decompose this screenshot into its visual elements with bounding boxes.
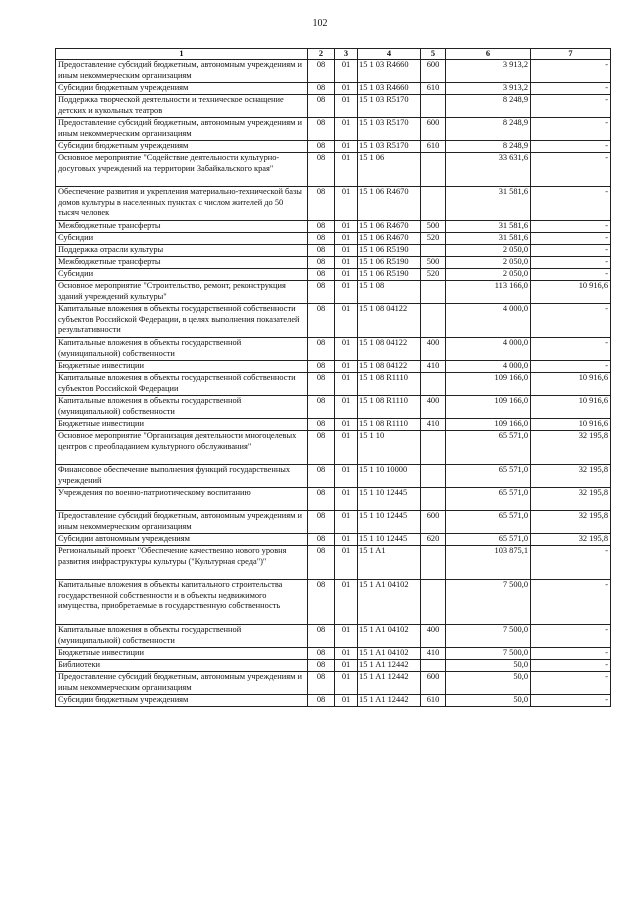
- row-subsection: 01: [335, 648, 358, 660]
- row-expense-type: 400: [421, 338, 446, 361]
- row-target-code: 15 1 10 12445: [358, 534, 421, 546]
- row-name: Капитальные вложения в объекты капитального строительства государственной собственности и в объекты недвижимого имущества, приобретаемые в государственную собственность: [56, 580, 308, 625]
- table-row: [56, 431, 611, 465]
- row-target-code: 15 1 03 R5170: [358, 118, 421, 141]
- row-amount-1: 4 000,0: [446, 338, 531, 361]
- row-expense-type: 600: [421, 511, 446, 534]
- row-target-code: 15 1 06: [358, 153, 421, 187]
- row-subsection: 01: [335, 546, 358, 580]
- row-target-code: 15 1 06 R4670: [358, 187, 421, 221]
- row-subsection: 01: [335, 660, 358, 672]
- table-row: [56, 546, 611, 580]
- row-expense-type: [421, 465, 446, 488]
- row-name: Бюджетные инвестиции: [56, 419, 308, 431]
- row-section: 08: [308, 304, 335, 338]
- row-subsection: 01: [335, 419, 358, 431]
- row-amount-2: -: [531, 361, 611, 373]
- row-name: Капитальные вложения в объекты государственной собственности субъектов Российской Федерации: [56, 373, 308, 396]
- row-subsection: 01: [335, 281, 358, 304]
- row-amount-1: 33 631,6: [446, 153, 531, 187]
- row-amount-2: -: [531, 60, 611, 83]
- row-subsection: 01: [335, 304, 358, 338]
- row-expense-type: 410: [421, 648, 446, 660]
- row-subsection: 01: [335, 153, 358, 187]
- row-amount-1: 65 571,0: [446, 488, 531, 511]
- row-subsection: 01: [335, 187, 358, 221]
- row-amount-2: -: [531, 141, 611, 153]
- row-section: 08: [308, 625, 335, 648]
- row-subsection: 01: [335, 118, 358, 141]
- row-section: 08: [308, 60, 335, 83]
- table-row: [56, 269, 611, 281]
- row-name: Субсидии бюджетным учреждениям: [56, 141, 308, 153]
- row-target-code: 15 1 06 R5190: [358, 245, 421, 257]
- row-subsection: 01: [335, 431, 358, 465]
- table-row: [56, 361, 611, 373]
- row-amount-1: 3 913,2: [446, 83, 531, 95]
- row-amount-2: -: [531, 257, 611, 269]
- row-section: 08: [308, 546, 335, 580]
- row-target-code: 15 1 10: [358, 431, 421, 465]
- row-subsection: 01: [335, 233, 358, 245]
- table-header: [56, 49, 611, 60]
- row-name: Основное мероприятие "Организация деятельности многоцелевых центров с преобладанием культурного обслуживания": [56, 431, 308, 465]
- row-amount-1: 113 166,0: [446, 281, 531, 304]
- table-row: [56, 419, 611, 431]
- row-section: 08: [308, 465, 335, 488]
- row-amount-2: -: [531, 648, 611, 660]
- row-target-code: 15 1 06 R5190: [358, 269, 421, 281]
- row-section: 08: [308, 431, 335, 465]
- row-section: 08: [308, 396, 335, 419]
- row-amount-1: 2 050,0: [446, 269, 531, 281]
- row-amount-2: 32 195,8: [531, 511, 611, 534]
- row-target-code: 15 1 03 R5170: [358, 95, 421, 118]
- row-name: Бюджетные инвестиции: [56, 648, 308, 660]
- row-section: 08: [308, 672, 335, 695]
- row-section: 08: [308, 118, 335, 141]
- row-amount-2: 32 195,8: [531, 488, 611, 511]
- row-name: Капитальные вложения в объекты государственной (муниципальной) собственности: [56, 625, 308, 648]
- row-section: 08: [308, 233, 335, 245]
- row-subsection: 01: [335, 625, 358, 648]
- row-expense-type: 410: [421, 419, 446, 431]
- row-expense-type: [421, 281, 446, 304]
- row-amount-1: 50,0: [446, 672, 531, 695]
- table-body: [56, 60, 611, 707]
- row-amount-1: 3 913,2: [446, 60, 531, 83]
- row-target-code: 15 1 A1: [358, 546, 421, 580]
- row-name: Капитальные вложения в объекты государственной (муниципальной) собственности: [56, 396, 308, 419]
- row-subsection: 01: [335, 361, 358, 373]
- row-expense-type: [421, 660, 446, 672]
- row-name: Поддержка отрасли культуры: [56, 245, 308, 257]
- row-amount-1: 2 050,0: [446, 257, 531, 269]
- row-name: Субсидии бюджетным учреждениям: [56, 83, 308, 95]
- row-amount-2: 32 195,8: [531, 534, 611, 546]
- row-target-code: 15 1 08 04122: [358, 338, 421, 361]
- row-name: Бюджетные инвестиции: [56, 361, 308, 373]
- row-subsection: 01: [335, 511, 358, 534]
- table-row: [56, 534, 611, 546]
- row-name: Субсидии автономным учреждениям: [56, 534, 308, 546]
- row-subsection: 01: [335, 695, 358, 707]
- row-name: Предоставление субсидий бюджетным, автономным учреждениям и иным некоммерческим организациям: [56, 672, 308, 695]
- row-target-code: 15 1 06 R4670: [358, 233, 421, 245]
- row-subsection: 01: [335, 534, 358, 546]
- row-section: 08: [308, 419, 335, 431]
- row-amount-2: -: [531, 625, 611, 648]
- row-amount-2: -: [531, 83, 611, 95]
- row-amount-2: -: [531, 95, 611, 118]
- row-name: Субсидии: [56, 233, 308, 245]
- row-name: Учреждения по военно-патриотическому воспитанию: [56, 488, 308, 511]
- row-amount-1: 50,0: [446, 660, 531, 672]
- row-subsection: 01: [335, 141, 358, 153]
- row-amount-2: -: [531, 187, 611, 221]
- row-target-code: 15 1 A1 04102: [358, 648, 421, 660]
- row-amount-1: 8 248,9: [446, 118, 531, 141]
- table-row: [56, 695, 611, 707]
- row-subsection: 01: [335, 488, 358, 511]
- row-target-code: 15 1 08 04122: [358, 361, 421, 373]
- table-row: [56, 660, 611, 672]
- table-row: [56, 83, 611, 95]
- row-name: Капитальные вложения в объекты государственной (муниципальной) собственности: [56, 338, 308, 361]
- row-amount-1: 4 000,0: [446, 304, 531, 338]
- row-section: 08: [308, 488, 335, 511]
- row-target-code: 15 1 08 R1110: [358, 419, 421, 431]
- row-target-code: 15 1 08 04122: [358, 304, 421, 338]
- table-row: [56, 281, 611, 304]
- row-section: 08: [308, 695, 335, 707]
- row-name: Предоставление субсидий бюджетным, автономным учреждениям и иным некоммерческим организациям: [56, 118, 308, 141]
- page-number: 102: [312, 18, 328, 29]
- table-row: [56, 141, 611, 153]
- row-section: 08: [308, 153, 335, 187]
- row-amount-1: 31 581,6: [446, 187, 531, 221]
- row-amount-2: 32 195,8: [531, 431, 611, 465]
- row-expense-type: [421, 373, 446, 396]
- row-amount-2: 32 195,8: [531, 465, 611, 488]
- row-amount-2: 10 916,6: [531, 419, 611, 431]
- row-expense-type: 410: [421, 361, 446, 373]
- row-amount-1: 109 166,0: [446, 419, 531, 431]
- row-amount-1: 103 875,1: [446, 546, 531, 580]
- row-target-code: 15 1 08 R1110: [358, 396, 421, 419]
- row-target-code: 15 1 10 10000: [358, 465, 421, 488]
- row-name: Предоставление субсидий бюджетным, автономным учреждениям и иным некоммерческим организациям: [56, 60, 308, 83]
- row-section: 08: [308, 95, 335, 118]
- row-amount-1: 8 248,9: [446, 141, 531, 153]
- table-row: [56, 245, 611, 257]
- row-subsection: 01: [335, 83, 358, 95]
- row-section: 08: [308, 534, 335, 546]
- row-target-code: 15 1 A1 12442: [358, 695, 421, 707]
- row-target-code: 15 1 A1 04102: [358, 580, 421, 625]
- row-amount-2: -: [531, 672, 611, 695]
- row-amount-1: 7 500,0: [446, 580, 531, 625]
- row-expense-type: 400: [421, 625, 446, 648]
- row-amount-2: 10 916,6: [531, 373, 611, 396]
- row-name: Предоставление субсидий бюджетным, автономным учреждениям и иным некоммерческим организациям: [56, 511, 308, 534]
- table-row: [56, 625, 611, 648]
- row-expense-type: 520: [421, 233, 446, 245]
- header-row: [56, 49, 611, 60]
- row-section: 08: [308, 245, 335, 257]
- row-amount-2: -: [531, 304, 611, 338]
- row-section: 08: [308, 580, 335, 625]
- table-row: [56, 187, 611, 221]
- row-expense-type: 600: [421, 60, 446, 83]
- row-name: Основное мероприятие "Строительство, ремонт, реконструкция зданий учреждений культуры": [56, 281, 308, 304]
- row-target-code: 15 1 08 R1110: [358, 373, 421, 396]
- row-amount-1: 2 050,0: [446, 245, 531, 257]
- row-name: Субсидии: [56, 269, 308, 281]
- table-row: [56, 153, 611, 187]
- row-section: 08: [308, 221, 335, 233]
- row-expense-type: [421, 546, 446, 580]
- row-amount-2: -: [531, 580, 611, 625]
- table-row: [56, 118, 611, 141]
- header-col-6: 6: [446, 49, 531, 60]
- table-row: [56, 257, 611, 269]
- row-target-code: 15 1 03 R4660: [358, 83, 421, 95]
- row-amount-2: -: [531, 269, 611, 281]
- header-col-5: 5: [421, 49, 446, 60]
- row-target-code: 15 1 03 R5170: [358, 141, 421, 153]
- row-expense-type: 400: [421, 396, 446, 419]
- row-section: 08: [308, 648, 335, 660]
- row-subsection: 01: [335, 60, 358, 83]
- row-subsection: 01: [335, 373, 358, 396]
- row-subsection: 01: [335, 580, 358, 625]
- row-amount-1: 7 500,0: [446, 648, 531, 660]
- row-expense-type: [421, 95, 446, 118]
- table-row: [56, 648, 611, 660]
- row-subsection: 01: [335, 672, 358, 695]
- row-expense-type: 520: [421, 269, 446, 281]
- row-section: 08: [308, 511, 335, 534]
- row-subsection: 01: [335, 257, 358, 269]
- row-section: 08: [308, 257, 335, 269]
- row-expense-type: 610: [421, 141, 446, 153]
- row-expense-type: 600: [421, 118, 446, 141]
- row-target-code: 15 1 06 R5190: [358, 257, 421, 269]
- row-name: Субсидии бюджетным учреждениям: [56, 695, 308, 707]
- row-amount-2: -: [531, 153, 611, 187]
- row-subsection: 01: [335, 338, 358, 361]
- row-amount-2: -: [531, 118, 611, 141]
- row-subsection: 01: [335, 221, 358, 233]
- row-section: 08: [308, 269, 335, 281]
- row-amount-2: 10 916,6: [531, 281, 611, 304]
- row-expense-type: [421, 431, 446, 465]
- table-row: [56, 373, 611, 396]
- row-amount-2: -: [531, 546, 611, 580]
- header-col-4: 4: [358, 49, 421, 60]
- row-amount-1: 7 500,0: [446, 625, 531, 648]
- table-row: [56, 465, 611, 488]
- row-amount-1: 109 166,0: [446, 396, 531, 419]
- row-amount-1: 31 581,6: [446, 233, 531, 245]
- row-section: 08: [308, 361, 335, 373]
- row-expense-type: [421, 187, 446, 221]
- row-name: Основное мероприятие "Содействие деятельности культурно-досуговых учреждений на территории Забайкальского края": [56, 153, 308, 187]
- row-amount-2: -: [531, 695, 611, 707]
- row-section: 08: [308, 83, 335, 95]
- row-subsection: 01: [335, 396, 358, 419]
- table-row: [56, 60, 611, 83]
- row-expense-type: 600: [421, 672, 446, 695]
- row-section: 08: [308, 187, 335, 221]
- row-target-code: 15 1 10 12445: [358, 488, 421, 511]
- row-amount-2: -: [531, 660, 611, 672]
- row-expense-type: [421, 304, 446, 338]
- row-expense-type: [421, 580, 446, 625]
- table-row: [56, 338, 611, 361]
- row-section: 08: [308, 338, 335, 361]
- row-name: Межбюджетные трансферты: [56, 257, 308, 269]
- table-row: [56, 672, 611, 695]
- header-col-7: 7: [531, 49, 611, 60]
- row-amount-2: -: [531, 245, 611, 257]
- row-section: 08: [308, 660, 335, 672]
- row-expense-type: 610: [421, 83, 446, 95]
- row-name: Обеспечение развития и укрепления материально-технической базы домов культуры в населенных пунктах с числом жителей до 50 тысяч человек: [56, 187, 308, 221]
- table-row: [56, 221, 611, 233]
- row-amount-2: -: [531, 221, 611, 233]
- table-row: [56, 95, 611, 118]
- row-name: Межбюджетные трансферты: [56, 221, 308, 233]
- row-target-code: 15 1 03 R4660: [358, 60, 421, 83]
- row-amount-2: -: [531, 338, 611, 361]
- row-amount-1: 8 248,9: [446, 95, 531, 118]
- row-amount-1: 4 000,0: [446, 361, 531, 373]
- table-row: [56, 511, 611, 534]
- row-expense-type: 500: [421, 257, 446, 269]
- header-col-1: 1: [56, 49, 308, 60]
- row-subsection: 01: [335, 245, 358, 257]
- row-name: Финансовое обеспечение выполнения функций государственных учреждений: [56, 465, 308, 488]
- row-amount-1: 65 571,0: [446, 534, 531, 546]
- row-amount-2: -: [531, 233, 611, 245]
- row-amount-1: 50,0: [446, 695, 531, 707]
- table-row: [56, 488, 611, 511]
- row-expense-type: 610: [421, 695, 446, 707]
- table-row: [56, 233, 611, 245]
- row-subsection: 01: [335, 95, 358, 118]
- row-expense-type: 620: [421, 534, 446, 546]
- budget-table: [55, 48, 611, 707]
- row-target-code: 15 1 A1 04102: [358, 625, 421, 648]
- row-target-code: 15 1 10 12445: [358, 511, 421, 534]
- row-expense-type: [421, 153, 446, 187]
- row-amount-1: 31 581,6: [446, 221, 531, 233]
- row-section: 08: [308, 373, 335, 396]
- table-row: [56, 580, 611, 625]
- row-section: 08: [308, 141, 335, 153]
- row-amount-1: 65 571,0: [446, 465, 531, 488]
- row-amount-1: 65 571,0: [446, 511, 531, 534]
- row-target-code: 15 1 08: [358, 281, 421, 304]
- header-col-3: 3: [335, 49, 358, 60]
- row-expense-type: [421, 488, 446, 511]
- row-name: Капитальные вложения в объекты государственной собственности субъектов Российской Федерации, в целях выполнения показателей результативности: [56, 304, 308, 338]
- row-amount-2: 10 916,6: [531, 396, 611, 419]
- row-subsection: 01: [335, 465, 358, 488]
- row-amount-1: 109 166,0: [446, 373, 531, 396]
- row-expense-type: [421, 245, 446, 257]
- header-col-2: 2: [308, 49, 335, 60]
- row-target-code: 15 1 06 R4670: [358, 221, 421, 233]
- row-name: Библиотеки: [56, 660, 308, 672]
- row-amount-1: 65 571,0: [446, 431, 531, 465]
- row-subsection: 01: [335, 269, 358, 281]
- row-name: Поддержка творческой деятельности и техническое оснащение детских и кукольных театров: [56, 95, 308, 118]
- row-target-code: 15 1 A1 12442: [358, 660, 421, 672]
- table-row: [56, 396, 611, 419]
- row-expense-type: 500: [421, 221, 446, 233]
- table-row: [56, 304, 611, 338]
- row-name: Региональный проект "Обеспечение качественно нового уровня развития инфраструктуры культуры ("Культурная среда")": [56, 546, 308, 580]
- row-target-code: 15 1 A1 12442: [358, 672, 421, 695]
- row-section: 08: [308, 281, 335, 304]
